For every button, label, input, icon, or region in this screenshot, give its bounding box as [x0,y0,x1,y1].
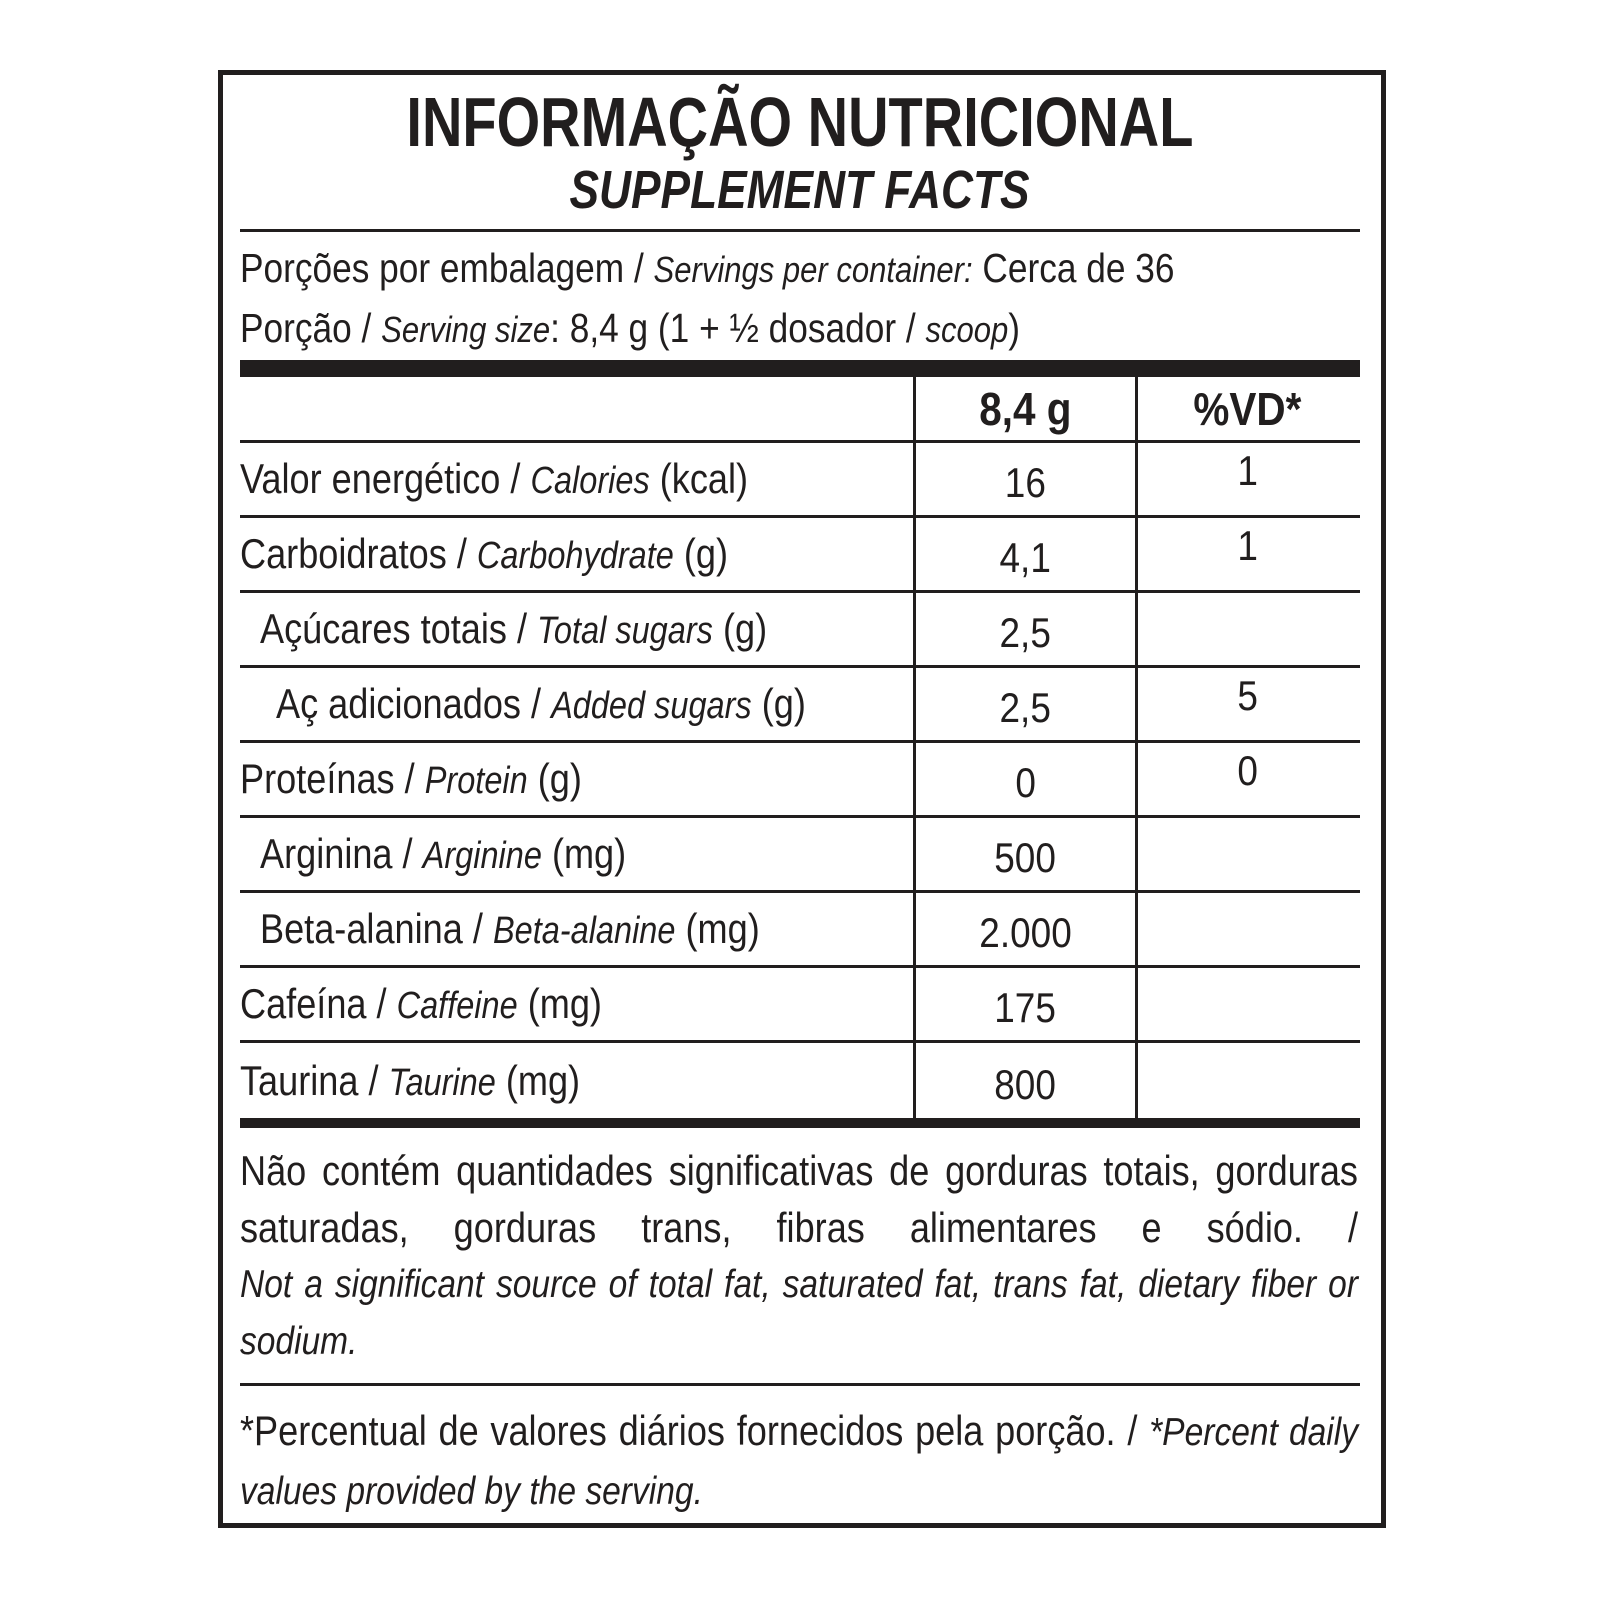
row-quantity: 2.000 [913,893,1135,965]
table-row [240,443,1360,518]
row-label: Cafeína / Caffeine (mg) [240,980,602,1027]
header-spacer [240,377,913,440]
table-row [240,593,1360,668]
nutrition-label [218,70,1386,1528]
row-label: Aç adicionados / Added sugars (g) [276,680,806,727]
page-subtitle: SUPPLEMENT FACTS [569,160,1031,220]
row-daily-value [1135,893,1357,965]
footnote-significant-source-en: Not a significant source of total fat, saturated fat, trans fat, dietary fiber or sodium. [240,1263,1358,1363]
row-quantity: 2,5 [913,668,1135,740]
row-quantity: 800 [913,1043,1135,1118]
separator-bar-table-bottom [240,1118,1360,1128]
row-quantity: 0 [913,743,1135,815]
row-label: Valor energético / Calories (kcal) [240,455,749,502]
row-label: Taurina / Taurine (mg) [240,1056,581,1104]
serving-size-line: Porção / Serving size: 8,4 g (1 + ½ dosador / scoop) [240,305,1021,351]
footnote-daily-values-pt: *Percentual de valores diários fornecidos pela porção. / [240,1407,1150,1454]
row-quantity: 175 [913,968,1135,1040]
table-header-row [240,377,1360,443]
page-title: INFORMAÇÃO NUTRICIONAL [406,83,1194,161]
table-row [240,743,1360,818]
column-header-daily-value: %VD* [1135,377,1357,440]
row-quantity: 500 [913,818,1135,890]
row-label: Arginina / Arginine (mg) [260,830,627,877]
row-daily-value: 0 [1135,743,1357,815]
table-row [240,1043,1360,1118]
row-quantity: 16 [913,443,1135,515]
row-daily-value: 1 [1135,518,1357,590]
footnote-significant-source [240,1128,1360,1386]
row-daily-value [1135,1043,1357,1118]
column-header-quantity: 8,4 g [913,377,1135,440]
footnote-daily-values-en: *Percent daily values provided by the serving. [240,1411,1359,1513]
row-quantity: 2,5 [913,593,1135,665]
row-daily-value: 1 [1135,443,1357,515]
table-row [240,668,1360,743]
table-row [240,518,1360,593]
row-daily-value [1135,818,1357,890]
table-row [240,818,1360,893]
facts-table [240,377,1360,1118]
label-header [240,75,1360,232]
row-label: Carboidratos / Carbohydrate (g) [240,530,729,577]
serving-info [240,232,1360,360]
footnote-significant-source-pt: Não contém quantidades significativas de gorduras totais, gorduras saturadas, gorduras trans, fibras alimentares e sódio. / [240,1147,1358,1251]
row-daily-value: 5 [1135,668,1357,740]
row-daily-value [1135,593,1357,665]
servings-per-container-line: Porções por embalagem / Servings per container: Cerca de 36 [240,245,1175,291]
row-label: Beta-alanina / Beta-alanine (mg) [260,905,760,952]
row-daily-value [1135,968,1357,1040]
row-label: Proteínas / Protein (g) [240,755,582,802]
row-label: Açúcares totais / Total sugars (g) [260,605,768,652]
separator-bar-top [240,360,1360,377]
table-row [240,968,1360,1043]
table-row [240,893,1360,968]
row-quantity: 4,1 [913,518,1135,590]
footnote-daily-values [240,1386,1360,1523]
